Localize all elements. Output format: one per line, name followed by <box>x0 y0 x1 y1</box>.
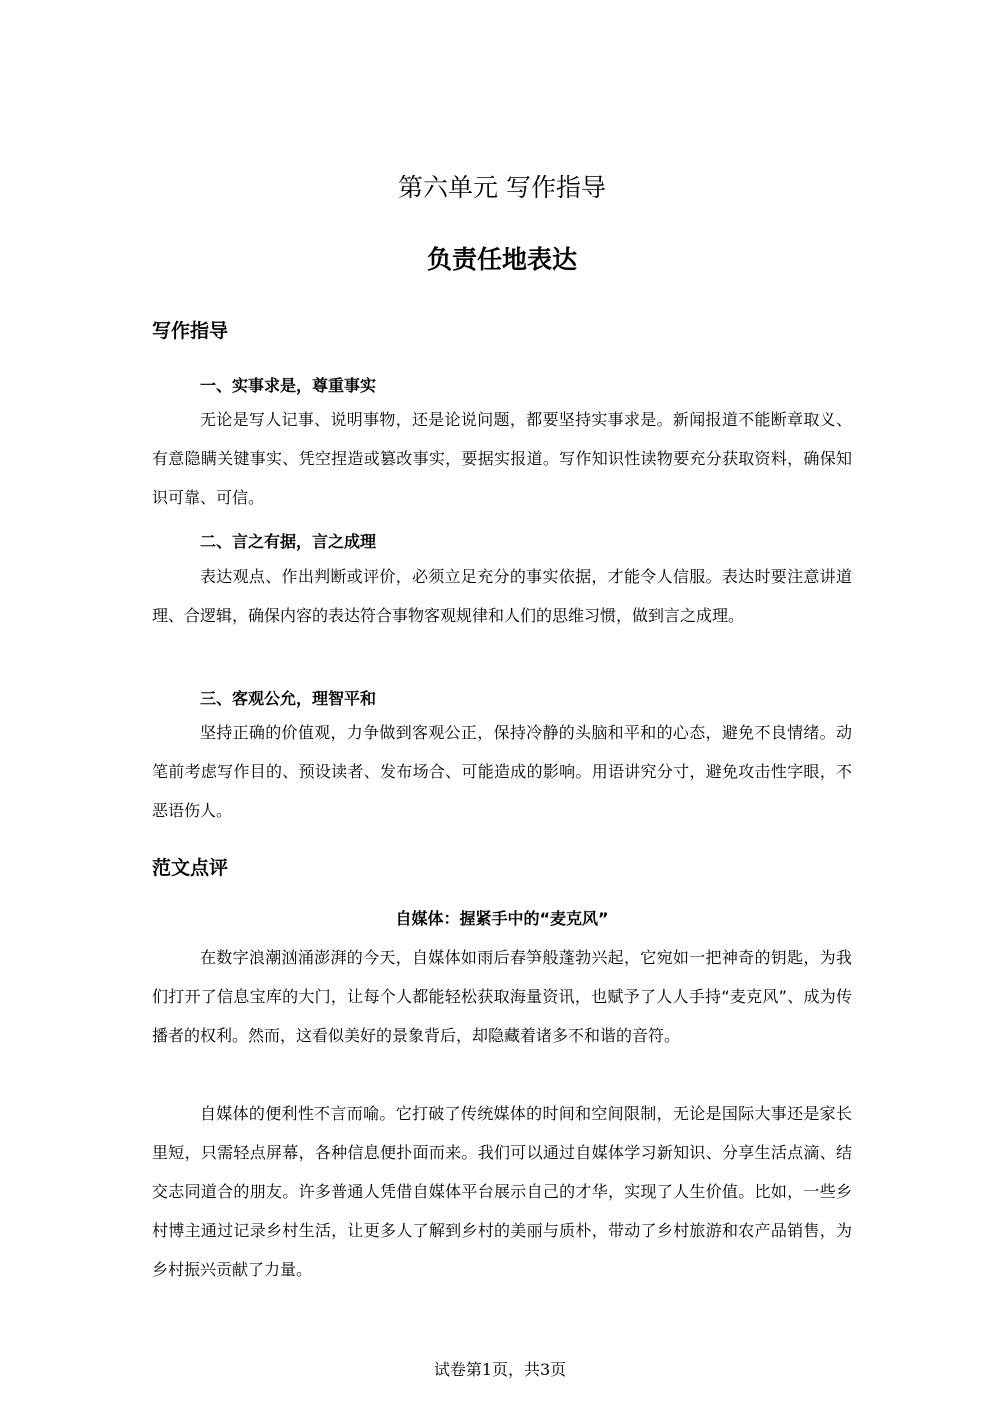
guide-point-1-text: 无论是写人记事、说明事物，还是论说问题，都要坚持实事求是。新闻报道不能断章取义、有意隐瞒关键事实、凭空捏造或篡改事实，要据实报道。写作知识性读物要充分获取资料，确保知识可靠、可信。 <box>152 410 852 507</box>
section-heading-review: 范文点评 <box>152 857 229 879</box>
main-title: 负责任地表达 <box>426 245 577 274</box>
page-footer: 试卷第1页，共3页 <box>433 1360 567 1379</box>
guide-point-1-title: 一、实事求是，尊重事实 <box>200 376 377 395</box>
guide-point-2-title: 二、言之有据，言之成理 <box>200 532 377 551</box>
section-heading-guide: 写作指导 <box>152 320 229 342</box>
essay-title: 自媒体：握紧手中的“麦克风” <box>395 909 609 928</box>
guide-point-2-text: 表达观点、作出判断或评价，必须立足充分的事实依据，才能令人信服。表达时要注意讲道理、合逻辑，确保内容的表达符合事物客观规律和人们的思维习惯，做到言之成理。 <box>152 567 852 625</box>
guide-point-3-title: 三、客观公允，理智平和 <box>200 689 377 708</box>
guide-point-3-text: 坚持正确的价值观，力争做到客观公正，保持冷静的头脑和平和的心态，避免不良情绪。动笔前考虑写作目的、预设读者、发布场合、可能造成的影响。用语讲究分寸，避免攻击性字眼，不恶语伤人。 <box>152 723 852 820</box>
unit-title: 第六单元 写作指导 <box>398 173 606 202</box>
essay-paragraph-2: 自媒体的便利性不言而喻。它打破了传统媒体的时间和空间限制，无论是国际大事还是家长里短，只需轻点屏幕，各种信息便扑面而来。我们可以通过自媒体学习新知识、分享生活点滴、结交志同道合的朋友。许多普通人凭借自媒体平台展示自己的才华，实现了人生价值。比如，一些乡村博主通过记录乡村生活，让更多人了解到乡村的美丽与质朴，带动了乡村旅游和农产品销售，为乡村振兴贡献了力量。 <box>152 1104 852 1279</box>
essay-paragraph-1: 在数字浪潮汹涌澎湃的今天，自媒体如雨后春笋般蓬勃兴起，它宛如一把神奇的钥匙，为我们打开了信息宝库的大门，让每个人都能轻松获取海量资讯，也赋予了人人手持“麦克风”、成为传播者的权利。然而，这看似美好的景象背后，却隐藏着诸多不和谐的音符。 <box>152 948 852 1045</box>
